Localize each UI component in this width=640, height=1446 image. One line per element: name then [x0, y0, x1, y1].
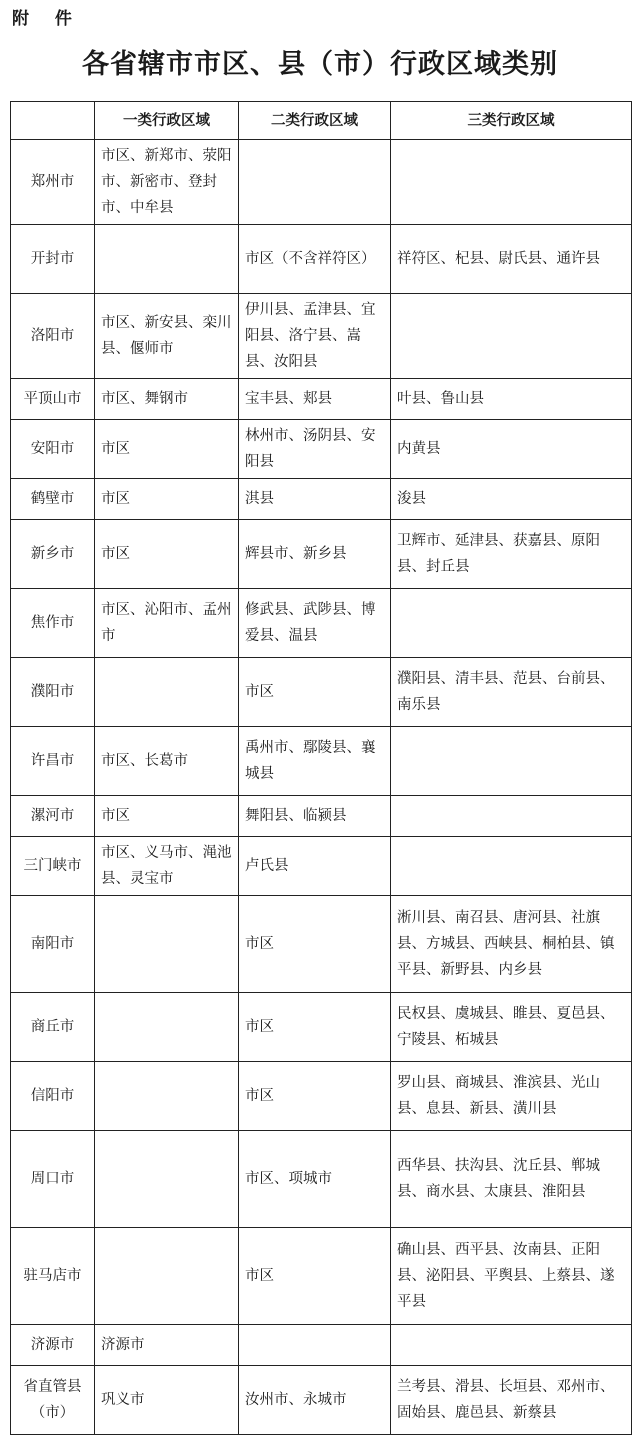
- cell-class-2: 市区（不含祥符区）: [239, 225, 391, 294]
- cell-class-2: 汝州市、永城市: [239, 1366, 391, 1435]
- cell-class-1: 市区、沁阳市、孟州市: [95, 589, 239, 658]
- cell-city: 开封市: [11, 225, 95, 294]
- page-title: 各省辖市市区、县（市）行政区域类别: [82, 49, 558, 80]
- cell-class-3: [391, 837, 632, 896]
- cell-class-1: 市区、义马市、渑池县、灵宝市: [95, 837, 239, 896]
- cell-class-3: 祥符区、杞县、尉氏县、通许县: [391, 225, 632, 294]
- cell-class-2: 禹州市、鄢陵县、襄城县: [239, 727, 391, 796]
- region-category-table: [10, 101, 632, 1435]
- table-row: [11, 993, 632, 1062]
- table-row: [11, 420, 632, 479]
- table-header-row: [11, 102, 632, 140]
- cell-class-2: 卢氏县: [239, 837, 391, 896]
- cell-class-1: [95, 1228, 239, 1325]
- cell-class-3: [391, 589, 632, 658]
- cell-class-2: [239, 1325, 391, 1366]
- cell-class-2: 市区、项城市: [239, 1131, 391, 1228]
- cell-class-2: 舞阳县、临颍县: [239, 796, 391, 837]
- cell-city: 新乡市: [11, 520, 95, 589]
- cell-class-3: 内黄县: [391, 420, 632, 479]
- header-class-1: 一类行政区域: [95, 102, 239, 140]
- table-row: [11, 1228, 632, 1325]
- cell-class-2: [239, 140, 391, 225]
- table-row: [11, 727, 632, 796]
- cell-class-1: 市区: [95, 520, 239, 589]
- table-row: [11, 796, 632, 837]
- table-row: [11, 1131, 632, 1228]
- cell-class-3: 卫辉市、延津县、获嘉县、原阳县、封丘县: [391, 520, 632, 589]
- cell-class-2: 市区: [239, 896, 391, 993]
- cell-class-3: 叶县、鲁山县: [391, 379, 632, 420]
- cell-city: 平顶山市: [11, 379, 95, 420]
- cell-class-1: 市区、新郑市、荥阳市、新密市、登封市、中牟县: [95, 140, 239, 225]
- cell-class-2: 林州市、汤阴县、安阳县: [239, 420, 391, 479]
- table-row: [11, 140, 632, 225]
- cell-city: 安阳市: [11, 420, 95, 479]
- cell-class-1: 市区、新安县、栾川县、偃师市: [95, 294, 239, 379]
- cell-city: 郑州市: [11, 140, 95, 225]
- table-row: [11, 837, 632, 896]
- table-row: [11, 1325, 632, 1366]
- cell-class-2: 宝丰县、郏县: [239, 379, 391, 420]
- table-row: [11, 1366, 632, 1435]
- cell-class-3: 兰考县、滑县、长垣县、邓州市、固始县、鹿邑县、新蔡县: [391, 1366, 632, 1435]
- cell-class-3: 确山县、西平县、汝南县、正阳县、泌阳县、平舆县、上蔡县、遂平县: [391, 1228, 632, 1325]
- cell-city: 焦作市: [11, 589, 95, 658]
- cell-class-3: 罗山县、商城县、淮滨县、光山县、息县、新县、潢川县: [391, 1062, 632, 1131]
- cell-class-2: 修武县、武陟县、博爱县、温县: [239, 589, 391, 658]
- cell-class-1: [95, 1131, 239, 1228]
- table-row: [11, 379, 632, 420]
- cell-class-3: 民权县、虞城县、睢县、夏邑县、宁陵县、柘城县: [391, 993, 632, 1062]
- cell-class-2: 市区: [239, 1062, 391, 1131]
- cell-city: 鹤壁市: [11, 479, 95, 520]
- cell-class-3: [391, 727, 632, 796]
- cell-class-1: [95, 1062, 239, 1131]
- cell-class-1: 市区、长葛市: [95, 727, 239, 796]
- cell-city: 漯河市: [11, 796, 95, 837]
- header-class-3: 三类行政区域: [391, 102, 632, 140]
- cell-city: 南阳市: [11, 896, 95, 993]
- cell-class-3: [391, 294, 632, 379]
- cell-class-3: 淅川县、南召县、唐河县、社旗县、方城县、西峡县、桐柏县、镇平县、新野县、内乡县: [391, 896, 632, 993]
- table-body: [11, 140, 632, 1435]
- cell-city: 三门峡市: [11, 837, 95, 896]
- cell-class-2: 市区: [239, 993, 391, 1062]
- cell-class-2: 伊川县、孟津县、宜阳县、洛宁县、嵩县、汝阳县: [239, 294, 391, 379]
- cell-class-2: 辉县市、新乡县: [239, 520, 391, 589]
- cell-class-1: [95, 896, 239, 993]
- cell-class-1: [95, 658, 239, 727]
- cell-class-1: [95, 993, 239, 1062]
- table-row: [11, 225, 632, 294]
- cell-class-2: 市区: [239, 658, 391, 727]
- table-row: [11, 294, 632, 379]
- cell-class-1: 巩义市: [95, 1366, 239, 1435]
- cell-class-3: [391, 140, 632, 225]
- cell-city: 洛阳市: [11, 294, 95, 379]
- cell-class-3: 西华县、扶沟县、沈丘县、郸城县、商水县、太康县、淮阳县: [391, 1131, 632, 1228]
- cell-class-1: [95, 225, 239, 294]
- cell-city: 济源市: [11, 1325, 95, 1366]
- cell-class-3: [391, 796, 632, 837]
- cell-class-1: 市区: [95, 420, 239, 479]
- cell-class-3: [391, 1325, 632, 1366]
- table-row: [11, 658, 632, 727]
- table-row: [11, 589, 632, 658]
- header-class-2: 二类行政区域: [239, 102, 391, 140]
- cell-city: 信阳市: [11, 1062, 95, 1131]
- cell-city: 商丘市: [11, 993, 95, 1062]
- cell-city: 许昌市: [11, 727, 95, 796]
- table-row: [11, 1062, 632, 1131]
- attachment-label: 附 件: [12, 9, 82, 29]
- cell-class-1: 市区: [95, 479, 239, 520]
- cell-class-2: 淇县: [239, 479, 391, 520]
- cell-class-1: 市区、舞钢市: [95, 379, 239, 420]
- cell-city: 濮阳市: [11, 658, 95, 727]
- header-city: [11, 102, 95, 140]
- cell-city: 省直管县（市）: [11, 1366, 95, 1435]
- table-row: [11, 520, 632, 589]
- table-row: [11, 896, 632, 993]
- cell-class-1: 市区: [95, 796, 239, 837]
- cell-class-3: 浚县: [391, 479, 632, 520]
- table-row: [11, 479, 632, 520]
- cell-city: 驻马店市: [11, 1228, 95, 1325]
- cell-city: 周口市: [11, 1131, 95, 1228]
- cell-class-2: 市区: [239, 1228, 391, 1325]
- cell-class-1: 济源市: [95, 1325, 239, 1366]
- cell-class-3: 濮阳县、清丰县、范县、台前县、南乐县: [391, 658, 632, 727]
